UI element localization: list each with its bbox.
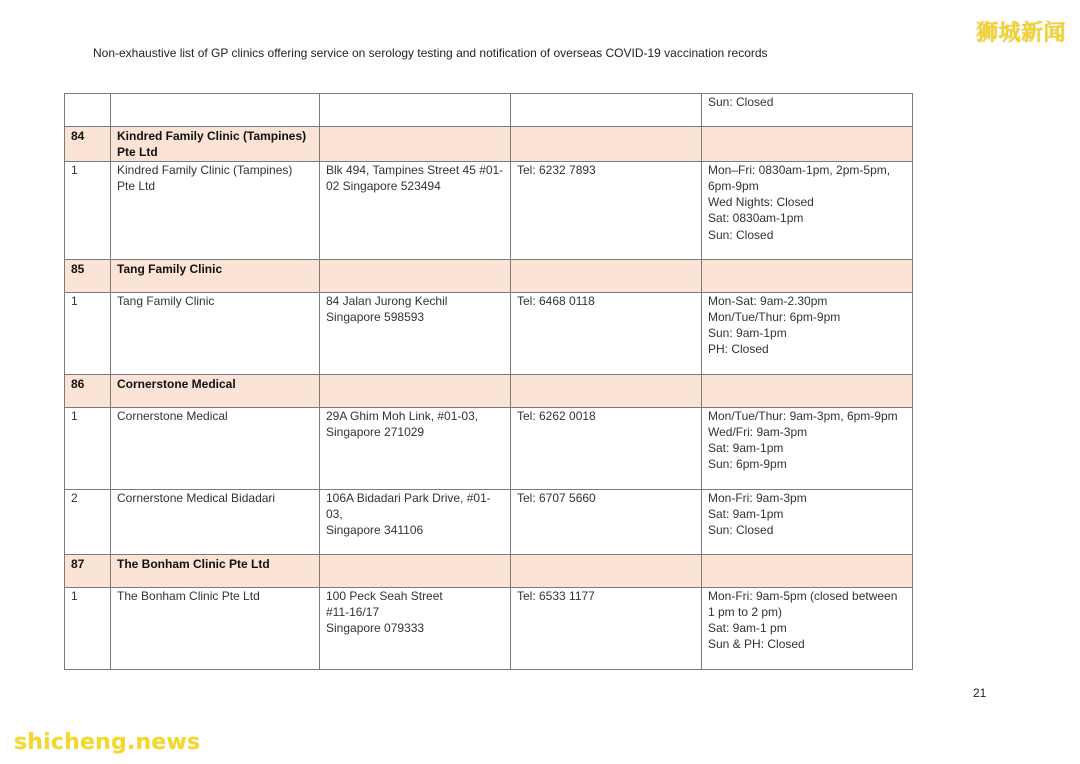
group-name-cell <box>111 374 320 407</box>
continuation-row <box>65 94 913 127</box>
clinic-address-cell <box>320 292 511 374</box>
clinic-hours <box>708 588 906 653</box>
clinic-tel: Tel: 6533 1177 <box>517 588 595 603</box>
group-empty-address-cell <box>320 374 511 407</box>
clinic-row <box>65 407 913 489</box>
clinic-number: 1 <box>71 293 78 308</box>
clinic-hours-line: Mon-Fri: 9am-5pm (closed between 1 pm to 2 pm) <box>708 588 898 619</box>
clinic-hours-line: Sat: 0830am-1pm <box>708 211 804 226</box>
group-number: 85 <box>71 261 85 276</box>
clinic-address-line: Singapore 271029 <box>326 424 425 439</box>
clinic-hours-line: Mon/Tue/Thur: 9am-3pm, 6pm-9pm <box>708 408 898 423</box>
group-name-cell <box>111 259 320 292</box>
clinic-address-line: 106A Bidadari Park Drive, #01-03, <box>326 490 491 521</box>
clinic-hours-cell <box>702 489 913 554</box>
clinic-hours-cell <box>702 407 913 489</box>
continuation-hours: Sun: Closed <box>708 95 774 109</box>
group-empty-hours-cell <box>702 554 913 587</box>
clinic-hours-line: Sat: 9am-1pm <box>708 441 784 456</box>
clinic-name: Cornerstone Medical Bidadari <box>117 490 276 505</box>
clinic-number-cell <box>65 161 111 259</box>
clinic-hours <box>708 490 906 539</box>
continuation-cell-name <box>111 94 320 127</box>
clinic-address-cell <box>320 407 511 489</box>
clinic-address-cell <box>320 489 511 554</box>
clinic-name-cell <box>111 292 320 374</box>
continuation-cell-address <box>320 94 511 127</box>
clinic-tel-cell <box>511 292 702 374</box>
group-number: 84 <box>71 129 85 143</box>
group-number-cell <box>65 127 111 162</box>
clinic-number-cell <box>65 407 111 489</box>
watermark-bottom: shicheng.news <box>14 730 201 755</box>
clinic-hours-cell <box>702 161 913 259</box>
clinic-table-body <box>65 94 913 670</box>
clinic-name-cell <box>111 489 320 554</box>
clinic-hours-line: Sat: 9am-1pm <box>708 506 784 521</box>
clinic-hours-cell <box>702 292 913 374</box>
group-header-row <box>65 127 913 162</box>
clinic-hours <box>708 293 906 358</box>
group-empty-address-cell <box>320 127 511 162</box>
clinic-address-line: Singapore 341106 <box>326 523 424 538</box>
group-name-cell <box>111 554 320 587</box>
clinic-hours-line: Mon–Fri: 0830am-1pm, 2pm-5pm, 6pm-9pm <box>708 162 891 193</box>
clinic-hours-cell <box>702 587 913 669</box>
group-number-cell <box>65 554 111 587</box>
clinic-hours-line: Sun: 6pm-9pm <box>708 457 787 472</box>
clinic-hours <box>708 408 906 473</box>
clinic-tel-cell <box>511 407 702 489</box>
clinic-address <box>326 588 504 637</box>
clinic-tel-cell <box>511 587 702 669</box>
group-name: The Bonham Clinic Pte Ltd <box>117 556 270 571</box>
clinic-hours-line: Sun: 9am-1pm <box>708 326 787 341</box>
clinic-hours-line: Sun: Closed <box>708 227 774 242</box>
continuation-cell-number <box>65 94 111 127</box>
clinic-table <box>64 93 913 670</box>
group-header-row <box>65 259 913 292</box>
clinic-number-cell <box>65 292 111 374</box>
clinic-address <box>326 293 504 326</box>
group-number: 87 <box>71 556 85 571</box>
clinic-name-cell <box>111 407 320 489</box>
clinic-name-cell <box>111 161 320 259</box>
clinic-address <box>326 162 504 195</box>
clinic-address-cell <box>320 587 511 669</box>
clinic-row <box>65 292 913 374</box>
continuation-cell-tel <box>511 94 702 127</box>
clinic-tel: Tel: 6468 0118 <box>517 293 595 308</box>
group-name-cell <box>111 127 320 162</box>
clinic-address-line: 29A Ghim Moh Link, #01-03, <box>326 408 479 423</box>
group-empty-tel-cell <box>511 554 702 587</box>
continuation-cell-hours <box>702 94 913 127</box>
group-name: Tang Family Clinic <box>117 261 223 276</box>
clinic-hours-line: Mon-Fri: 9am-3pm <box>708 490 807 505</box>
document-title: Non-exhaustive list of GP clinics offering service on serology testing and notification of overseas COVID-19 vaccination records <box>93 46 768 60</box>
clinic-address-line: Singapore 079333 <box>326 621 425 636</box>
clinic-address-line: Singapore 598593 <box>326 309 425 324</box>
clinic-hours-line: Sat: 9am-1 pm <box>708 621 787 636</box>
group-name: Kindred Family Clinic (Tampines) Pte Ltd <box>117 129 307 160</box>
page-number: 21 <box>973 686 987 700</box>
clinic-hours <box>708 162 906 243</box>
clinic-tel: Tel: 6262 0018 <box>517 408 596 423</box>
group-empty-tel-cell <box>511 374 702 407</box>
clinic-hours-line: Wed/Fri: 9am-3pm <box>708 424 808 439</box>
clinic-number: 1 <box>71 162 78 177</box>
clinic-name: Cornerstone Medical <box>117 408 228 423</box>
clinic-address <box>326 408 504 441</box>
clinic-number: 1 <box>71 588 78 603</box>
group-empty-address-cell <box>320 259 511 292</box>
clinic-hours-line: Mon-Sat: 9am-2.30pm <box>708 293 828 308</box>
clinic-row <box>65 161 913 259</box>
clinic-number-cell <box>65 489 111 554</box>
clinic-row <box>65 587 913 669</box>
group-empty-address-cell <box>320 554 511 587</box>
clinic-tel: Tel: 6232 7893 <box>517 162 596 177</box>
group-empty-hours-cell <box>702 127 913 162</box>
clinic-address <box>326 490 504 539</box>
clinic-hours-line: Wed Nights: Closed <box>708 195 814 210</box>
clinic-number-cell <box>65 587 111 669</box>
group-empty-hours-cell <box>702 259 913 292</box>
clinic-name-cell <box>111 587 320 669</box>
clinic-tel-cell <box>511 161 702 259</box>
group-header-row <box>65 554 913 587</box>
clinic-number: 1 <box>71 408 78 423</box>
group-number-cell <box>65 374 111 407</box>
clinic-number: 2 <box>71 490 78 505</box>
clinic-address-line: 100 Peck Seah Street <box>326 588 443 603</box>
clinic-hours-line: Sun: Closed <box>708 523 774 538</box>
group-header-row <box>65 374 913 407</box>
group-number-cell <box>65 259 111 292</box>
clinic-address-line: #11-16/17 <box>326 604 380 619</box>
clinic-address-cell <box>320 161 511 259</box>
clinic-hours-line: Mon/Tue/Thur: 6pm-9pm <box>708 309 841 324</box>
clinic-hours-line: Sun & PH: Closed <box>708 637 805 652</box>
clinic-hours-line: PH: Closed <box>708 342 769 357</box>
watermark-top: 狮城新闻 <box>975 21 1066 46</box>
clinic-name: Kindred Family Clinic (Tampines) Pte Ltd <box>117 162 293 193</box>
clinic-address-line: Blk 494, Tampines Street 45 #01-02 Singapore 523494 <box>326 162 504 193</box>
clinic-name: The Bonham Clinic Pte Ltd <box>117 588 260 603</box>
group-empty-tel-cell <box>511 127 702 162</box>
clinic-name: Tang Family Clinic <box>117 293 215 308</box>
group-empty-hours-cell <box>702 374 913 407</box>
group-empty-tel-cell <box>511 259 702 292</box>
clinic-row <box>65 489 913 554</box>
clinic-tel: Tel: 6707 5660 <box>517 490 596 505</box>
group-name: Cornerstone Medical <box>117 376 236 391</box>
clinic-tel-cell <box>511 489 702 554</box>
clinic-address-line: 84 Jalan Jurong Kechil <box>326 293 448 308</box>
group-number: 86 <box>71 376 85 391</box>
